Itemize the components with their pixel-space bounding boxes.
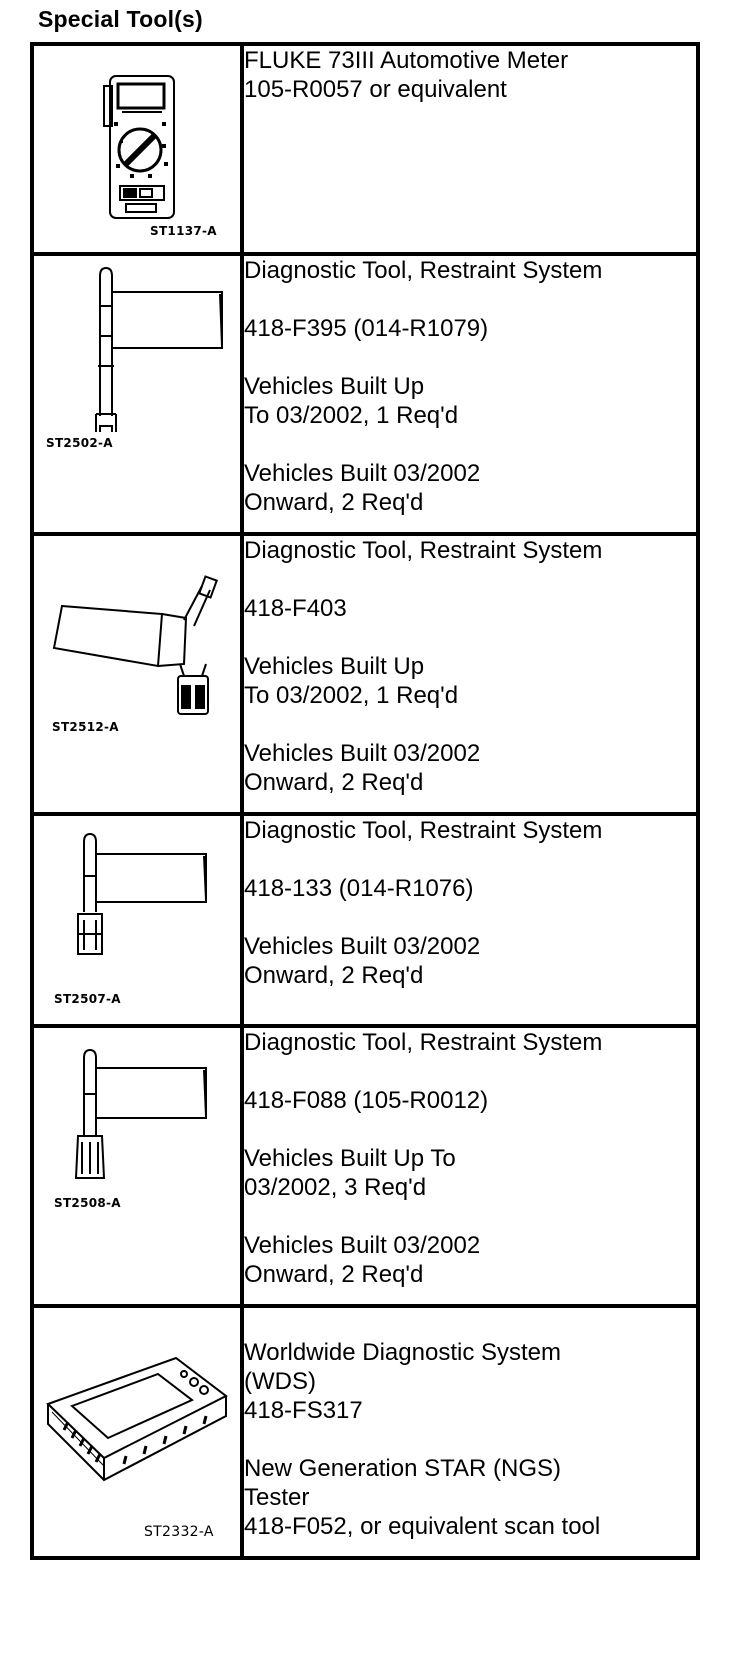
- tool-description-line: 418-F395 (014-R1079): [244, 315, 489, 342]
- tool-image-code: ST2502-A: [46, 436, 113, 450]
- tool-description-cell: [242, 254, 698, 534]
- tool-image-code: ST2512-A: [52, 720, 119, 734]
- page-title: Special Tool(s): [38, 6, 203, 32]
- tool-description-cell: [242, 1026, 698, 1306]
- tool-image-cell: [32, 254, 242, 534]
- tool-description-line: 418-F403: [244, 595, 347, 622]
- tool-description-cell: [242, 44, 698, 254]
- tool-description-line: Diagnostic Tool, Restraint System: [244, 1029, 603, 1056]
- tool-description-cell: [242, 1306, 698, 1558]
- diagnostic-system-tablet-icon: [34, 1308, 240, 1560]
- tool-description-line: 418-F088 (105-R0012): [244, 1087, 489, 1114]
- tool-image-code: ST2332-A: [144, 1524, 214, 1540]
- special-tools-table: [30, 42, 700, 1560]
- tool-description-cell: [242, 814, 698, 1026]
- tool-description-line: Diagnostic Tool, Restraint System: [244, 257, 603, 284]
- tool-description-line: Diagnostic Tool, Restraint System: [244, 817, 603, 844]
- tool-image-code: ST2507-A: [54, 992, 121, 1006]
- table-row: [32, 814, 698, 1026]
- tool-image-cell: [32, 534, 242, 814]
- restraint-diagnostic-tool-icon: [34, 1028, 240, 1308]
- table-row: [32, 534, 698, 814]
- tool-image-code: ST1137-A: [150, 224, 217, 238]
- tool-description-line: Vehicles Built 03/2002 Onward, 2 Req'd: [244, 460, 481, 516]
- table-row: [32, 1026, 698, 1306]
- restraint-diagnostic-tool-icon: [34, 536, 240, 816]
- tool-description-line: Vehicles Built 03/2002 Onward, 2 Req'd: [244, 740, 481, 796]
- tool-description-line: Vehicles Built 03/2002 Onward, 2 Req'd: [244, 1232, 481, 1288]
- tool-image-cell: [32, 814, 242, 1026]
- tool-description-line: New Generation STAR (NGS) Tester 418-F052, or equivalent scan tool: [244, 1455, 601, 1540]
- tool-description-line: 418-133 (014-R1076): [244, 875, 474, 902]
- tool-image-cell: [32, 1026, 242, 1306]
- tool-image-cell: [32, 1306, 242, 1558]
- tool-description-line: Vehicles Built Up To 03/2002, 1 Req'd: [244, 653, 459, 709]
- table-row: [32, 254, 698, 534]
- table-row: [32, 1306, 698, 1558]
- tool-description-line: Worldwide Diagnostic System (WDS) 418-FS317: [244, 1339, 562, 1424]
- tool-description-line: Diagnostic Tool, Restraint System: [244, 537, 603, 564]
- tool-description-line: Vehicles Built Up To 03/2002, 3 Req'd: [244, 1145, 456, 1201]
- tool-description-line: FLUKE 73III Automotive Meter 105-R0057 or equivalent: [244, 47, 569, 103]
- table-row: [32, 44, 698, 254]
- restraint-diagnostic-tool-icon: [34, 256, 240, 536]
- tool-description-line: Vehicles Built Up To 03/2002, 1 Req'd: [244, 373, 459, 429]
- tool-description-line: Vehicles Built 03/2002 Onward, 2 Req'd: [244, 933, 481, 989]
- tool-image-cell: [32, 44, 242, 254]
- tool-description-cell: [242, 534, 698, 814]
- tool-image-code: ST2508-A: [54, 1196, 121, 1210]
